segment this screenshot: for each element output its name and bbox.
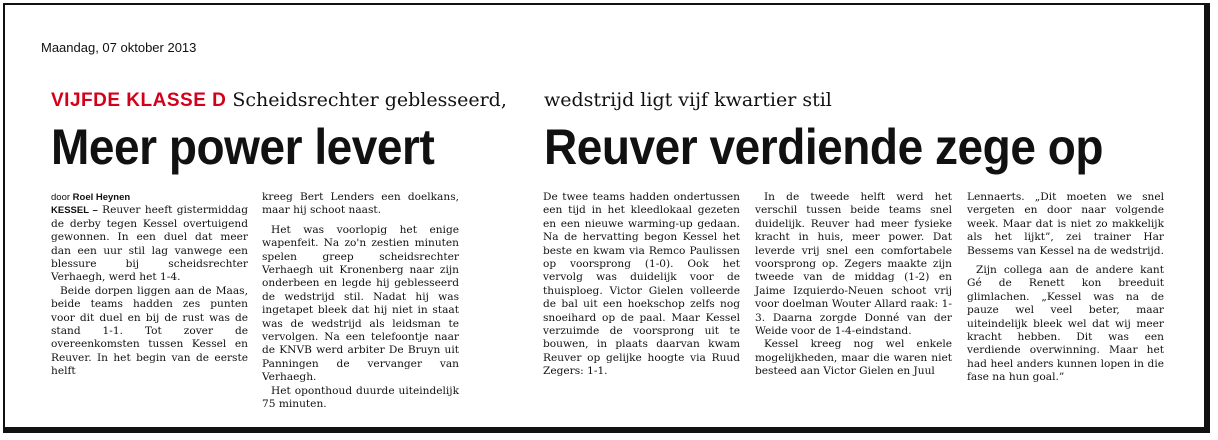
article-column-2 <box>262 191 459 412</box>
kicker-left <box>51 89 507 112</box>
article-column-3 <box>543 191 740 379</box>
byline-author: Roel Heynen <box>72 192 131 203</box>
article-paragraph: Het oponthoud duurde uiteindelijk 75 minuten. <box>262 384 459 411</box>
headline-left: Meer power levert <box>51 119 435 175</box>
article-paragraph: Kessel kreeg nog wel enkele mogelijkheden, maar die waren niet besteed aan Victor Gielen en Juul <box>755 338 952 378</box>
article-paragraph: Beide dorpen liggen aan de Maas, beide teams hadden zes punten voor dit duel en bij de rust was de stand 1-1. Tot zover de overeenkomsten tussen Kessel en Reuver. In het begin van de eerste helft <box>51 284 248 378</box>
section-category: VIJFDE KLASSE D <box>51 90 227 111</box>
kicker-right <box>544 89 832 111</box>
paragraph-text: Reuver heeft gistermiddag de derby tegen Kessel overtuigend gewonnen. In een duel dat meer dan een uur stil lag vanwege een blessure bij scheidsrechter Verhaegh, werd het 1-4. <box>51 204 249 284</box>
article-paragraph: kreeg Bert Lenders een doelkans, maar hij schoot naast. <box>262 191 459 217</box>
headline-right: Reuver verdiende zege op <box>544 119 1104 175</box>
article-paragraph: Het was voorlopig het enige wapenfeit. Na zo'n zestien minuten spelen greep scheidsrechter Verhaegh uit Kronenberg naar zijn onderbeen en legde hij geblesseerd de wedstrijd stil. Nadat hij was ingetapet bleek dat hij niet in staat was de wedstrijd als leidsman te vervolgen. Na een telefoontje naar de KNVB werd arbiter De Bruyn uit Panningen de vervanger van Verhaegh. <box>262 223 459 384</box>
newspaper-clipping <box>3 3 1210 433</box>
kicker-subtitle-right: wedstrijd ligt vijf kwartier stil <box>544 89 832 111</box>
article-paragraph: De twee teams hadden ondertussen een tijd in het kleedlokaal gezeten en een nieuwe warming-up gedaan. Na de hervatting begon Kessel het beste en kwam via Remco Paulissen op voorsprong (1-0). Ook het vervolg was duidelijk voor de thuisploeg. Victor Gielen volleerde de bal uit een hoekschop zelfs nog snoeihard op de paal. Maar Kessel verzuimde de voorsprong uit te bouwen, in plaats daarvan kwam Reuver op gelijke hoogte via Ruud Zegers: 1-1. <box>543 191 740 378</box>
byline-prefix: door <box>51 192 71 203</box>
article-paragraph: In de tweede helft werd het verschil tussen beide teams snel duidelijk. Reuver had meer fysieke kracht in huis, meer power. Dat leverde vrij snel een comfortabele voorsprong op. Zegers maakte zijn tweede van de middag (1-2) en Jaime Izquierdo-Neuen schoot vrij voor doelman Wouter Allard raak: 1-3. Daarna zorgde Donné van der Weide voor de 1-4-eindstand. <box>755 191 952 338</box>
article-paragraph <box>51 204 248 284</box>
publication-date: Maandag, 07 oktober 2013 <box>41 40 197 55</box>
article-paragraph: Lennaerts. „Dit moeten we snel vergeten en door naar volgende week. Maar dat is niet zo makkelijk als het lijkt”, zei trainer Har Bessems van Kessel na de wedstrijd. <box>967 191 1164 257</box>
article-column-1 <box>51 191 248 379</box>
kicker-subtitle-left: Scheidsrechter geblesseerd, <box>232 89 507 111</box>
article-column-5 <box>967 191 1164 385</box>
dateline: KESSEL – <box>51 205 98 217</box>
byline <box>51 191 248 204</box>
article-column-4 <box>755 191 952 379</box>
article-paragraph: Zijn collega aan de andere kant Gé de Renett kon breeduit glimlachen. „Kessel was na de pauze wel veel beter, maar uiteindelijk bleek wel dat wij meer kracht hebben. Dit was een verdiende overwinning. Maar het had heel anders kunnen lopen in die fase na hun goal.” <box>967 264 1164 384</box>
